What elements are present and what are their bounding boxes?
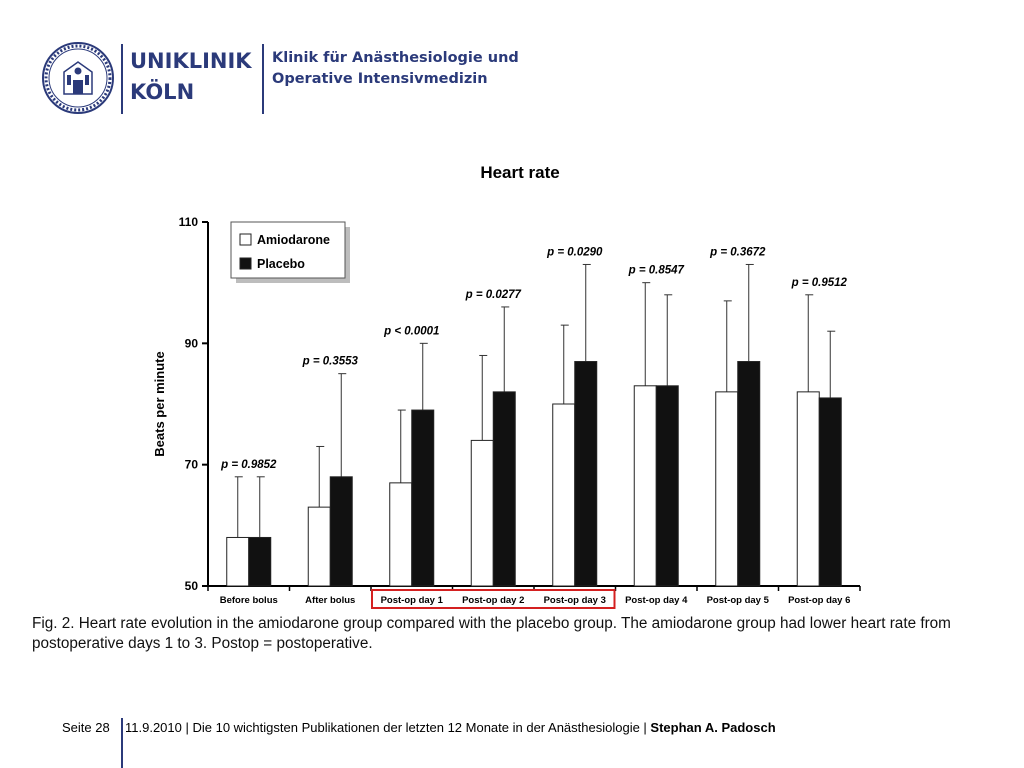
x-tick-label: Post-op day 4 [625, 595, 688, 606]
p-value-label: p = 0.3553 [302, 355, 358, 368]
bar-placebo [656, 386, 678, 586]
bar-placebo [575, 362, 597, 586]
x-tick-label: Post-op day 2 [462, 595, 525, 606]
y-tick-label: 90 [184, 336, 198, 351]
p-value-label: p = 0.8547 [628, 264, 684, 277]
p-value-label: p = 0.3672 [710, 246, 766, 259]
bar-placebo [330, 477, 352, 586]
footer-info [125, 720, 776, 735]
y-axis-label: Beats per minute [152, 351, 167, 457]
footer-divider [121, 718, 123, 768]
bar-amiodarone [634, 386, 656, 586]
bar-amiodarone [308, 507, 330, 586]
x-tick-label: Post-op day 3 [543, 595, 606, 606]
footer-info-text: 11.9.2010 | Die 10 wichtigsten Publikationen der letzten 12 Monate in der Anästhesiologie | [125, 720, 647, 735]
bar-amiodarone [390, 483, 412, 586]
bar-placebo [819, 398, 841, 586]
brand-line-2: KÖLN [130, 80, 195, 104]
header [0, 0, 1024, 120]
bar-amiodarone [797, 392, 819, 586]
x-tick-label: Post-op day 6 [788, 595, 851, 606]
bar-placebo [493, 392, 515, 586]
footer-author: Stephan A. Padosch [650, 720, 776, 735]
bar-amiodarone [553, 404, 575, 586]
header-divider-1 [121, 44, 123, 114]
legend-swatch [240, 258, 251, 269]
clinic-name [272, 48, 519, 90]
legend-label: Amiodarone [257, 233, 330, 247]
p-value-label: p = 0.0290 [547, 246, 603, 259]
header-divider-2 [262, 44, 264, 114]
bar-amiodarone [471, 440, 493, 586]
legend-label: Placebo [257, 257, 305, 271]
page-number: Seite 28 [62, 720, 110, 735]
x-tick-label: Before bolus [219, 595, 278, 606]
brand-name [130, 46, 252, 108]
footer [0, 712, 1024, 768]
bar-amiodarone [227, 537, 249, 586]
bar-placebo [738, 362, 760, 586]
y-tick-label: 50 [184, 579, 198, 593]
university-seal-icon [42, 42, 114, 114]
x-tick-label: Post-op day 1 [380, 595, 443, 606]
bar-placebo [412, 410, 434, 586]
clinic-line-1: Klinik für Anästhesiologie und [272, 50, 519, 66]
y-tick-label: 110 [178, 215, 198, 229]
x-tick-label: Post-op day 5 [706, 595, 769, 606]
bar-amiodarone [716, 392, 738, 586]
legend-swatch [240, 234, 251, 245]
brand-line-1: UNIKLINIK [130, 49, 252, 73]
y-tick-label: 70 [184, 457, 198, 472]
p-value-label: p < 0.0001 [384, 325, 440, 338]
chart-title: Heart rate [480, 163, 560, 182]
heart-rate-chart [140, 150, 880, 620]
p-value-label: p = 0.9512 [791, 276, 847, 289]
bar-placebo [249, 537, 271, 586]
clinic-line-2: Operative Intensivmedizin [272, 71, 488, 87]
x-tick-label: After bolus [305, 595, 356, 606]
figure-caption: Fig. 2. Heart rate evolution in the amiodarone group compared with the placebo group. The amiodarone group had lower heart rate from postoperative days 1 to 3. Postop = postoperative. [32, 615, 951, 652]
p-value-label: p = 0.9852 [221, 458, 277, 471]
p-value-label: p = 0.0277 [465, 288, 521, 301]
